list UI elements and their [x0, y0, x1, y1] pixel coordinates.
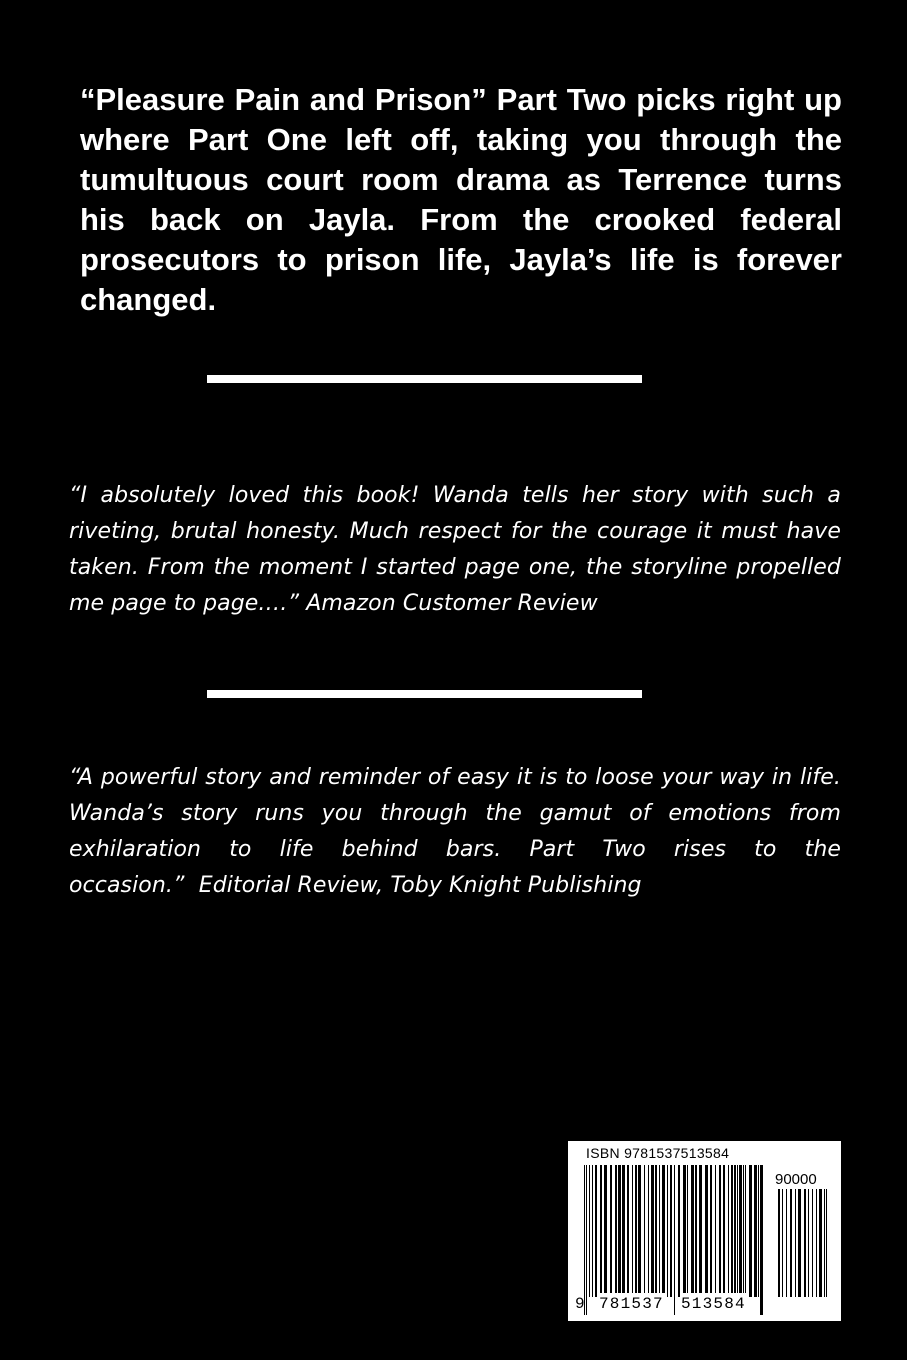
barcode-bar: [760, 1165, 763, 1315]
review-quote-text: “I absolutely loved this book! Wanda tells her story with such a riveting, brutal honesty. Much respect for the courage it must have taken. From the moment I started page one, the storyline propelled me page to page.…”: [69, 483, 841, 616]
barcode-bar: [586, 1165, 587, 1315]
barcode-bar: [695, 1165, 697, 1297]
isbn-label: ISBN 9781537513584: [586, 1145, 730, 1161]
barcode-bar: [812, 1189, 813, 1297]
barcode-bar: [728, 1165, 729, 1297]
barcode-bar: [739, 1165, 742, 1297]
barcode-bar: [644, 1165, 645, 1297]
barcode-bar: [715, 1165, 716, 1297]
barcode-bar: [786, 1189, 787, 1297]
divider-rule: [207, 690, 642, 698]
isbn-barcode: [568, 1141, 841, 1321]
barcode-bar: [615, 1165, 617, 1297]
barcode-bar: [723, 1165, 725, 1297]
barcode-bar: [795, 1189, 796, 1297]
barcode-bar: [610, 1165, 612, 1297]
barcode-bar: [627, 1165, 629, 1297]
barcode-bar: [674, 1165, 675, 1315]
barcode-bar: [635, 1165, 637, 1297]
divider-rule: [207, 375, 642, 383]
barcode-bar: [600, 1165, 602, 1297]
barcode-bar: [589, 1165, 590, 1297]
barcode-bar: [687, 1165, 688, 1297]
barcode-bar: [662, 1165, 665, 1297]
barcode-bar: [678, 1165, 680, 1297]
barcode-bar: [710, 1165, 712, 1297]
barcode-bar: [782, 1189, 783, 1297]
barcode-bar: [592, 1165, 593, 1297]
barcode-bar: [719, 1165, 721, 1297]
barcode-bar: [659, 1165, 660, 1297]
barcode-bar: [667, 1165, 668, 1297]
barcode-digits-right: 513584: [681, 1295, 746, 1313]
barcode-digit-first: 9: [575, 1295, 585, 1313]
price-code: 90000: [775, 1171, 817, 1188]
barcode-bar: [745, 1165, 746, 1297]
barcode-bar: [638, 1165, 641, 1297]
barcode-bar: [604, 1165, 607, 1297]
barcode-bar: [595, 1165, 597, 1297]
barcode-bar: [778, 1189, 780, 1297]
review-attribution: Amazon Customer Review: [306, 591, 598, 616]
barcode-bar: [705, 1165, 708, 1297]
barcode-bar: [670, 1165, 672, 1297]
barcode-bar: [754, 1165, 757, 1297]
barcode-bar: [622, 1165, 625, 1297]
barcode-bar: [731, 1165, 733, 1297]
barcode-bar: [824, 1189, 825, 1297]
back-cover-blurb: “Pleasure Pain and Prison” Part Two picks right up where Part One left off, taking you through the tumultuous court room drama as Terrence turns his back on Jayla. From the crooked federal prosecutors to prison life, Jayla’s life is forever changed.: [80, 82, 842, 317]
review-quote-text: “A powerful story and reminder of easy it is to loose your way in life. Wanda’s story runs you through the gamut of emotions from exhilaration to life behind bars. Part Two rises to the occasion.”: [69, 765, 841, 898]
barcode-bar: [683, 1165, 686, 1297]
barcode-bar: [691, 1165, 694, 1297]
barcode-bar: [651, 1165, 654, 1297]
barcode-bar: [819, 1189, 822, 1297]
barcode-bar: [743, 1165, 744, 1297]
barcode-bar: [699, 1165, 702, 1297]
barcode-bar: [804, 1189, 806, 1297]
review-quote: [69, 478, 841, 622]
barcode-bar: [737, 1165, 738, 1297]
barcode-digits-left: 781537: [599, 1295, 664, 1313]
barcode-bar: [648, 1165, 649, 1297]
barcode-bar: [655, 1165, 657, 1297]
barcode-bar: [734, 1165, 736, 1297]
barcode-bar: [618, 1165, 621, 1297]
review-attribution: Editorial Review, Toby Knight Publishing: [198, 873, 642, 898]
barcode-bar: [758, 1165, 759, 1297]
barcode-bar: [632, 1165, 633, 1297]
barcode-bar: [826, 1189, 827, 1297]
barcode-bar: [808, 1189, 809, 1297]
barcode-bar: [816, 1189, 817, 1297]
barcode-bar: [798, 1189, 801, 1297]
addon-barcode-bars: [772, 1189, 834, 1315]
barcode-bar: [749, 1165, 752, 1297]
review-quote: [69, 760, 841, 904]
barcode-bar: [790, 1189, 792, 1297]
